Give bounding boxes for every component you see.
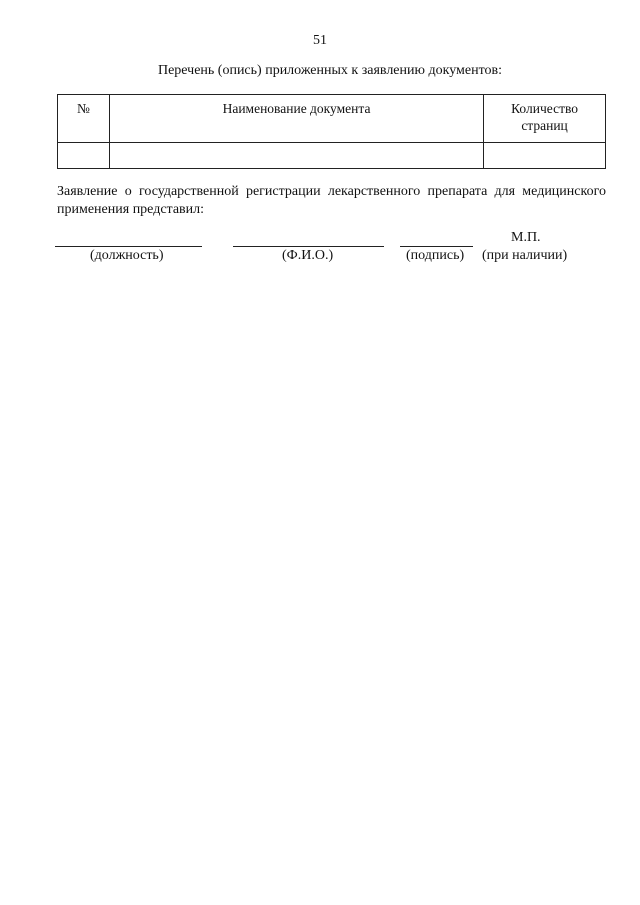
signature-line bbox=[400, 246, 473, 247]
position-line bbox=[55, 246, 202, 247]
cell-document-name bbox=[109, 143, 483, 169]
position-label: (должность) bbox=[90, 248, 164, 263]
stamp-label: М.П. bbox=[511, 230, 541, 245]
signature-label: (подпись) bbox=[406, 248, 465, 263]
column-header-number: № bbox=[58, 95, 110, 143]
column-header-page-count-line2: страниц bbox=[521, 118, 568, 133]
submission-statement: Заявление о государственной регистрации лекарственного препарата для медицинского применения представил: bbox=[57, 184, 606, 217]
document-list-title: Перечень (опись) приложенных к заявлению документов: bbox=[157, 63, 503, 78]
table-header-row bbox=[58, 95, 606, 143]
cell-page-count bbox=[484, 143, 606, 169]
document-list-table bbox=[57, 94, 606, 169]
full-name-label: (Ф.И.О.) bbox=[282, 248, 334, 263]
column-header-page-count-line1: Количество bbox=[511, 101, 579, 116]
column-header-document-name: Наименование документа bbox=[109, 95, 483, 143]
cell-number bbox=[58, 143, 110, 169]
column-header-page-count bbox=[484, 95, 606, 143]
table-row bbox=[58, 143, 606, 169]
full-name-line bbox=[233, 246, 384, 247]
stamp-note: (при наличии) bbox=[482, 248, 568, 263]
page-number: 51 bbox=[313, 33, 327, 48]
